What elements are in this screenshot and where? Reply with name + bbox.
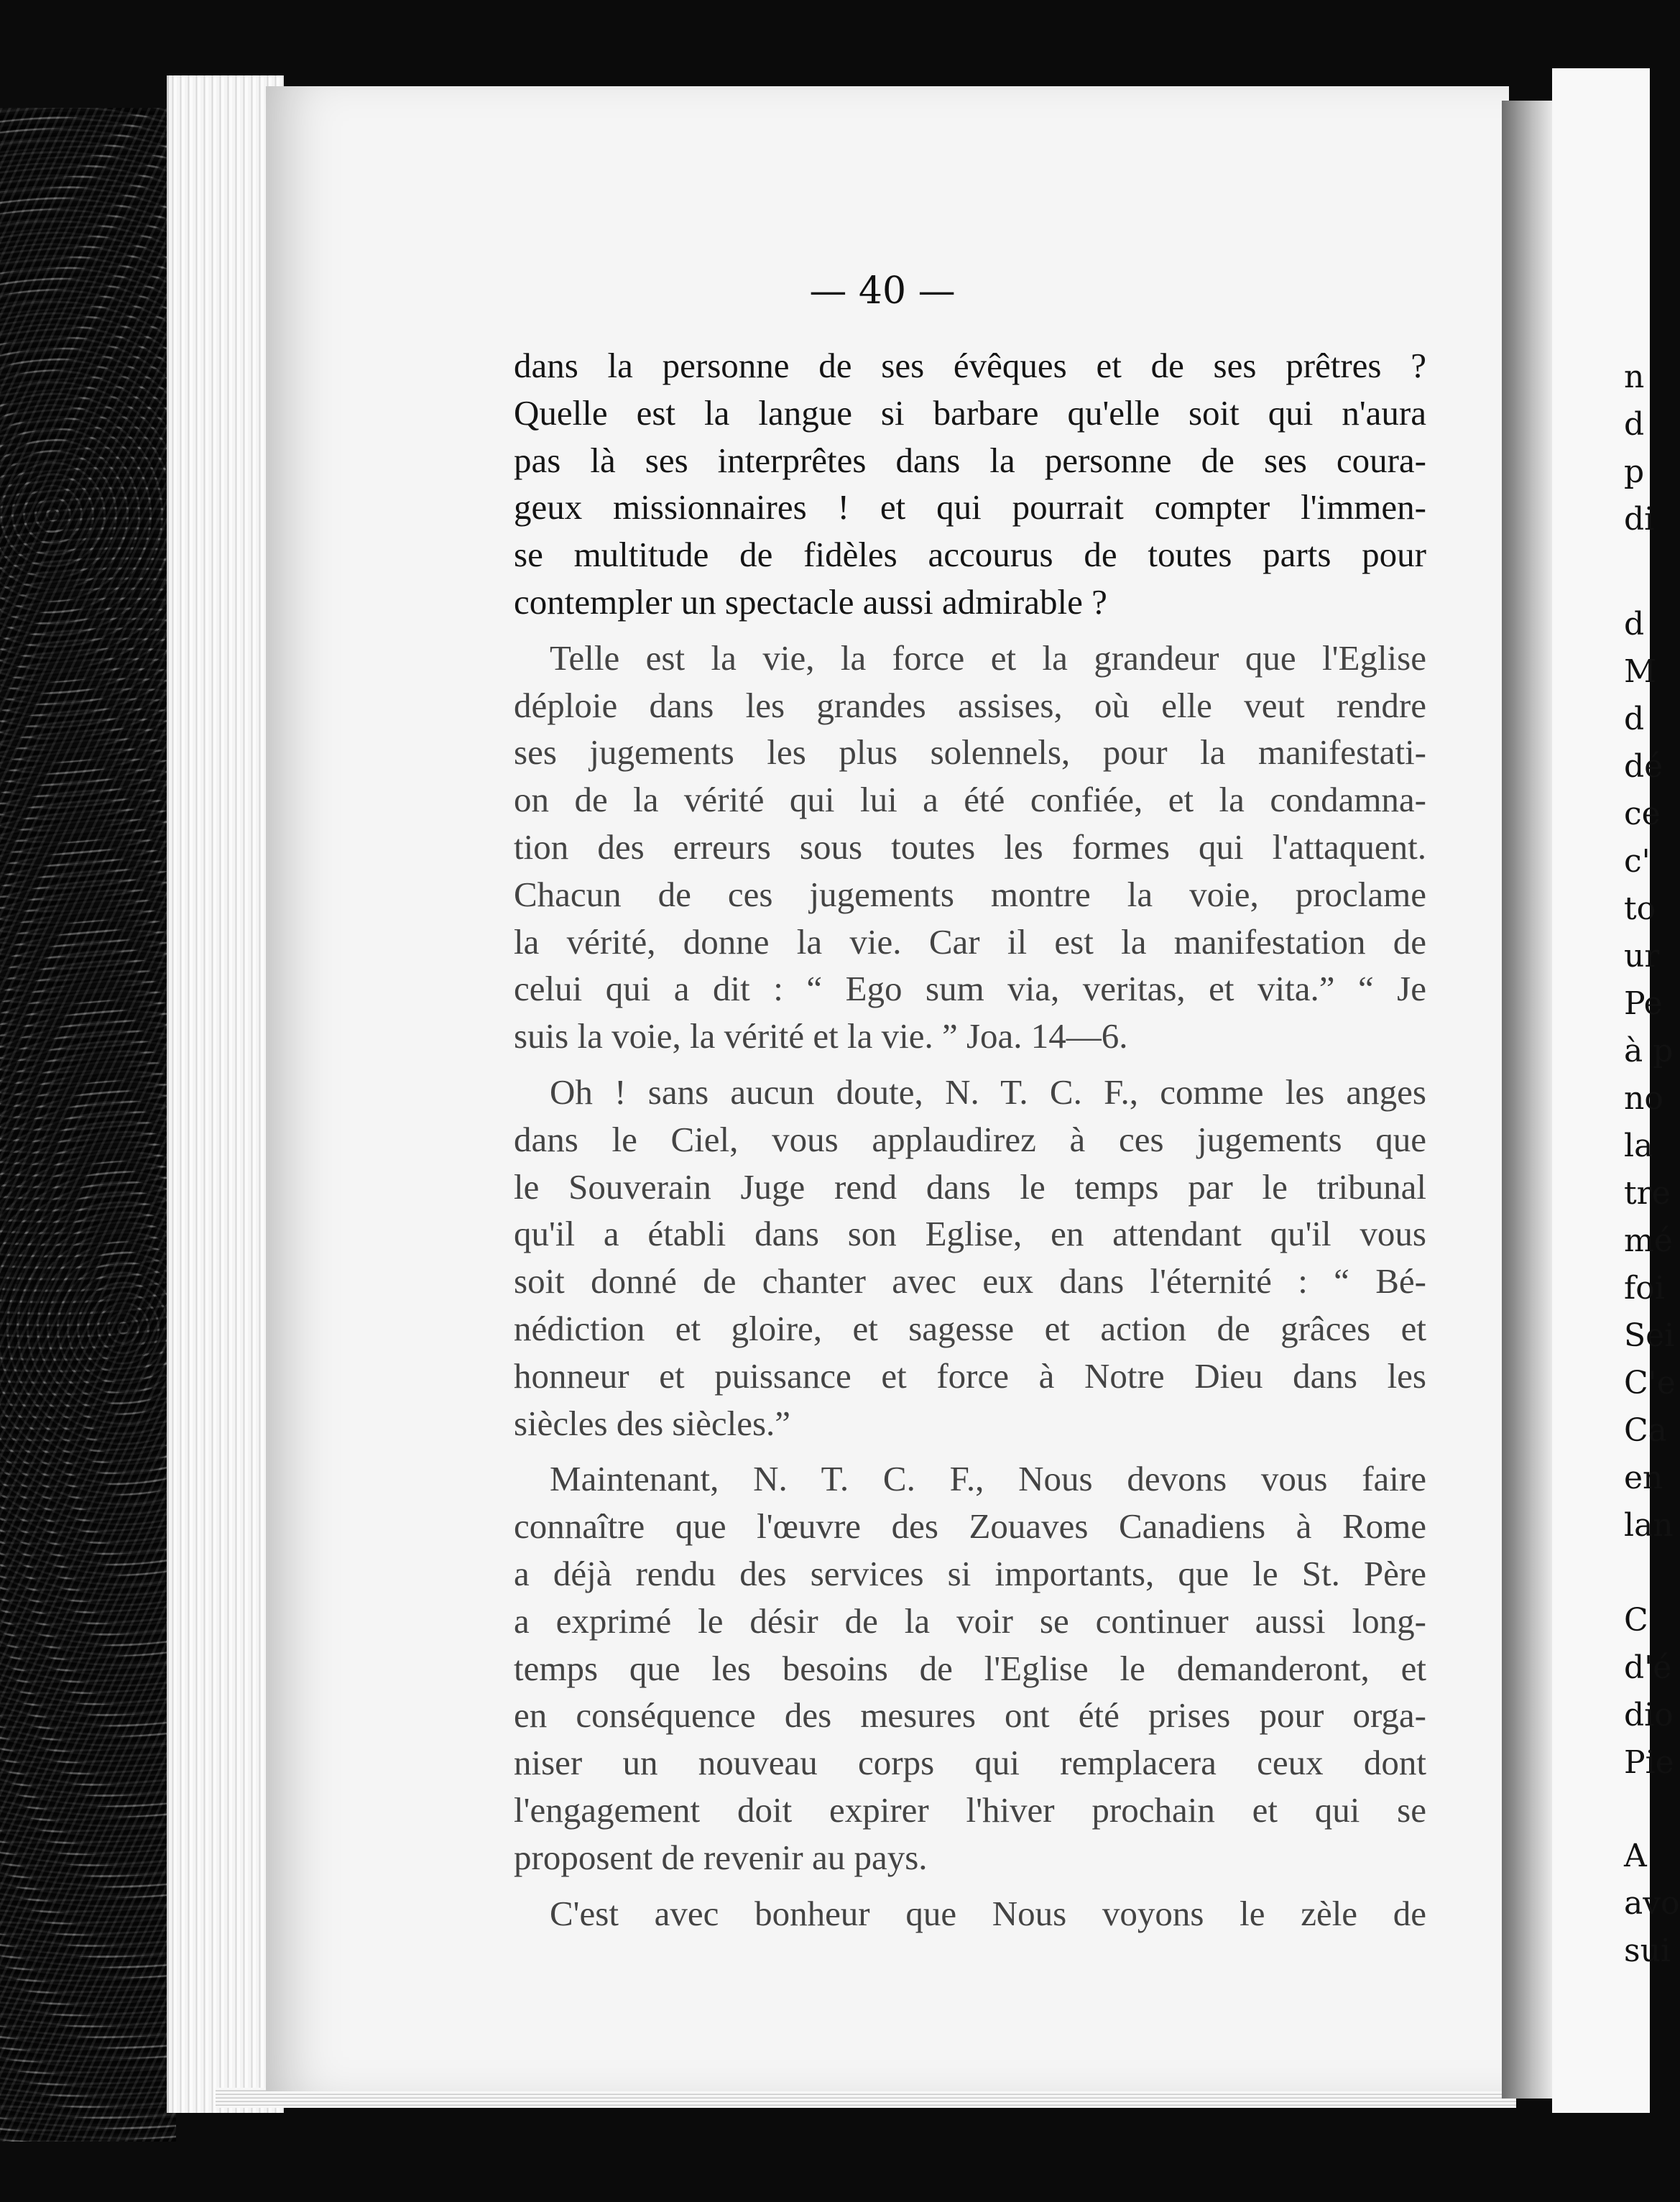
next-page-fragment: dio xyxy=(1624,1697,1674,1733)
body-text xyxy=(514,342,1426,1937)
marbled-cover xyxy=(0,108,176,2142)
text-line: honneur et puissance et force à Notre Dieu dans les xyxy=(514,1355,1426,1396)
text-line: temps que les besoins de l'Eglise le demanderont, et xyxy=(514,1648,1426,1688)
next-page-fragment: Pe xyxy=(1624,985,1663,1022)
next-page-fragment: sui xyxy=(1624,1932,1671,1969)
next-page-fragment: avo xyxy=(1624,1885,1680,1922)
text-line: suis la voie, la vérité et la vie. ” Joa. 14—6. xyxy=(514,1016,1128,1056)
text-line: se multitude de fidèles accourus de toutes parts pour xyxy=(514,535,1426,575)
next-page-fragment: Pie xyxy=(1624,1744,1674,1781)
gutter-shadow xyxy=(1502,101,1552,2099)
next-page-fragment: tre xyxy=(1624,1175,1671,1212)
next-page-fragment: p xyxy=(1624,453,1645,490)
text-line: Chacun de ces jugements montre la voie, proclame xyxy=(514,874,1426,914)
text-line: proposent de revenir au pays. xyxy=(514,1837,928,1877)
text-line: ses jugements les plus solennels, pour la manifestati- xyxy=(514,732,1426,773)
page-number: — 40 — xyxy=(809,270,956,313)
text-line: Telle est la vie, la force et la grandeur que l'Eglise xyxy=(550,637,1426,678)
text-line: C'est avec bonheur que Nous voyons le zèle de xyxy=(550,1893,1426,1933)
paragraph xyxy=(514,1455,1426,1881)
next-page-fragment: ur xyxy=(1624,938,1660,975)
next-page-fragment: mé xyxy=(1624,1222,1673,1259)
next-page-fragment: dé xyxy=(1624,748,1663,785)
next-page-fragment: di xyxy=(1624,501,1655,538)
paragraph xyxy=(514,1069,1426,1447)
next-page-fragment: à p xyxy=(1624,1033,1674,1069)
next-page-fragment: d xyxy=(1624,606,1645,642)
paragraph xyxy=(514,1890,1426,1938)
next-page-fragment: A xyxy=(1624,1838,1647,1874)
next-page-fragment: foi xyxy=(1624,1270,1665,1307)
text-line: soit donné de chanter avec eux dans l'éternité : “ Bé- xyxy=(514,1261,1426,1302)
text-line: geux missionnaires ! et qui pourrait compter l'immen- xyxy=(514,487,1426,528)
next-page-fragment: Sei xyxy=(1624,1317,1675,1354)
text-line: pas là ses interprêtes dans la personne de ses coura- xyxy=(514,440,1426,480)
text-line: contempler un spectacle aussi admirable ? xyxy=(514,581,1107,622)
text-line: Maintenant, N. T. C. F., Nous devons vous faire xyxy=(550,1459,1426,1499)
next-page-fragment: C'e xyxy=(1624,1365,1676,1401)
next-page-fragment: la xyxy=(1624,1128,1653,1164)
text-line: Oh ! sans aucun doute, N. T. C. F., comme les anges xyxy=(550,1072,1426,1112)
next-page-fragment: lan xyxy=(1624,1507,1674,1544)
next-page-fragment: en xyxy=(1624,1460,1663,1496)
text-line: connaître que l'œuvre des Zouaves Canadiens à Rome xyxy=(514,1506,1426,1547)
next-page-fragment: d'é xyxy=(1624,1649,1672,1686)
next-page-fragment: c' xyxy=(1624,843,1651,880)
next-page-fragment: M xyxy=(1624,653,1657,690)
next-page xyxy=(1552,68,1680,2113)
next-page-fragment: ce xyxy=(1624,796,1661,832)
next-page-fragment: d xyxy=(1624,701,1645,737)
text-line: Quelle est la langue si barbare qu'elle soit qui n'aura xyxy=(514,392,1426,433)
paragraph xyxy=(514,342,1426,626)
next-page-fragment: to xyxy=(1624,890,1656,927)
next-page-fragment: C xyxy=(1624,1602,1648,1639)
text-line: nédiction et gloire, et sagesse et action de grâces et xyxy=(514,1308,1426,1348)
text-line: a exprimé le désir de la voir se continuer aussi long- xyxy=(514,1600,1426,1641)
text-line: siècles des siècles.” xyxy=(514,1403,791,1443)
text-line: celui qui a dit : “ Ego sum via, veritas, et vita.” “ Je xyxy=(514,969,1426,1009)
next-page-fragment: no xyxy=(1624,1080,1663,1117)
next-page-fragment: d xyxy=(1624,406,1645,443)
text-line: dans la personne de ses évêques et de ses prêtres ? xyxy=(514,346,1426,385)
text-line: dans le Ciel, vous applaudirez à ces jugements que xyxy=(514,1119,1426,1159)
text-line: niser un nouveau corps qui remplacera ceux dont xyxy=(514,1743,1426,1783)
text-line: qu'il a établi dans son Eglise, en attendant qu'il vous xyxy=(514,1214,1426,1254)
text-line: on de la vérité qui lui a été confiée, et la condamna- xyxy=(514,780,1426,820)
text-line: tion des erreurs sous toutes les formes qui l'attaquent. xyxy=(514,826,1426,867)
next-page-fragment: Ca xyxy=(1624,1412,1667,1449)
next-page-fragment: n xyxy=(1624,359,1645,395)
text-line: a déjà rendu des services si importants, que le St. Père xyxy=(514,1553,1426,1593)
text-line: en conséquence des mesures ont été prises pour orga- xyxy=(514,1695,1426,1736)
text-line: le Souverain Juge rend dans le temps par le tribunal xyxy=(514,1166,1426,1207)
text-line: la vérité, donne la vie. Car il est la manifestation de xyxy=(514,921,1426,962)
text-line: l'engagement doit expirer l'hiver prochain et qui se xyxy=(514,1789,1426,1830)
text-line: déploie dans les grandes assises, où elle veut rendre xyxy=(514,685,1426,725)
paragraph xyxy=(514,635,1426,1060)
